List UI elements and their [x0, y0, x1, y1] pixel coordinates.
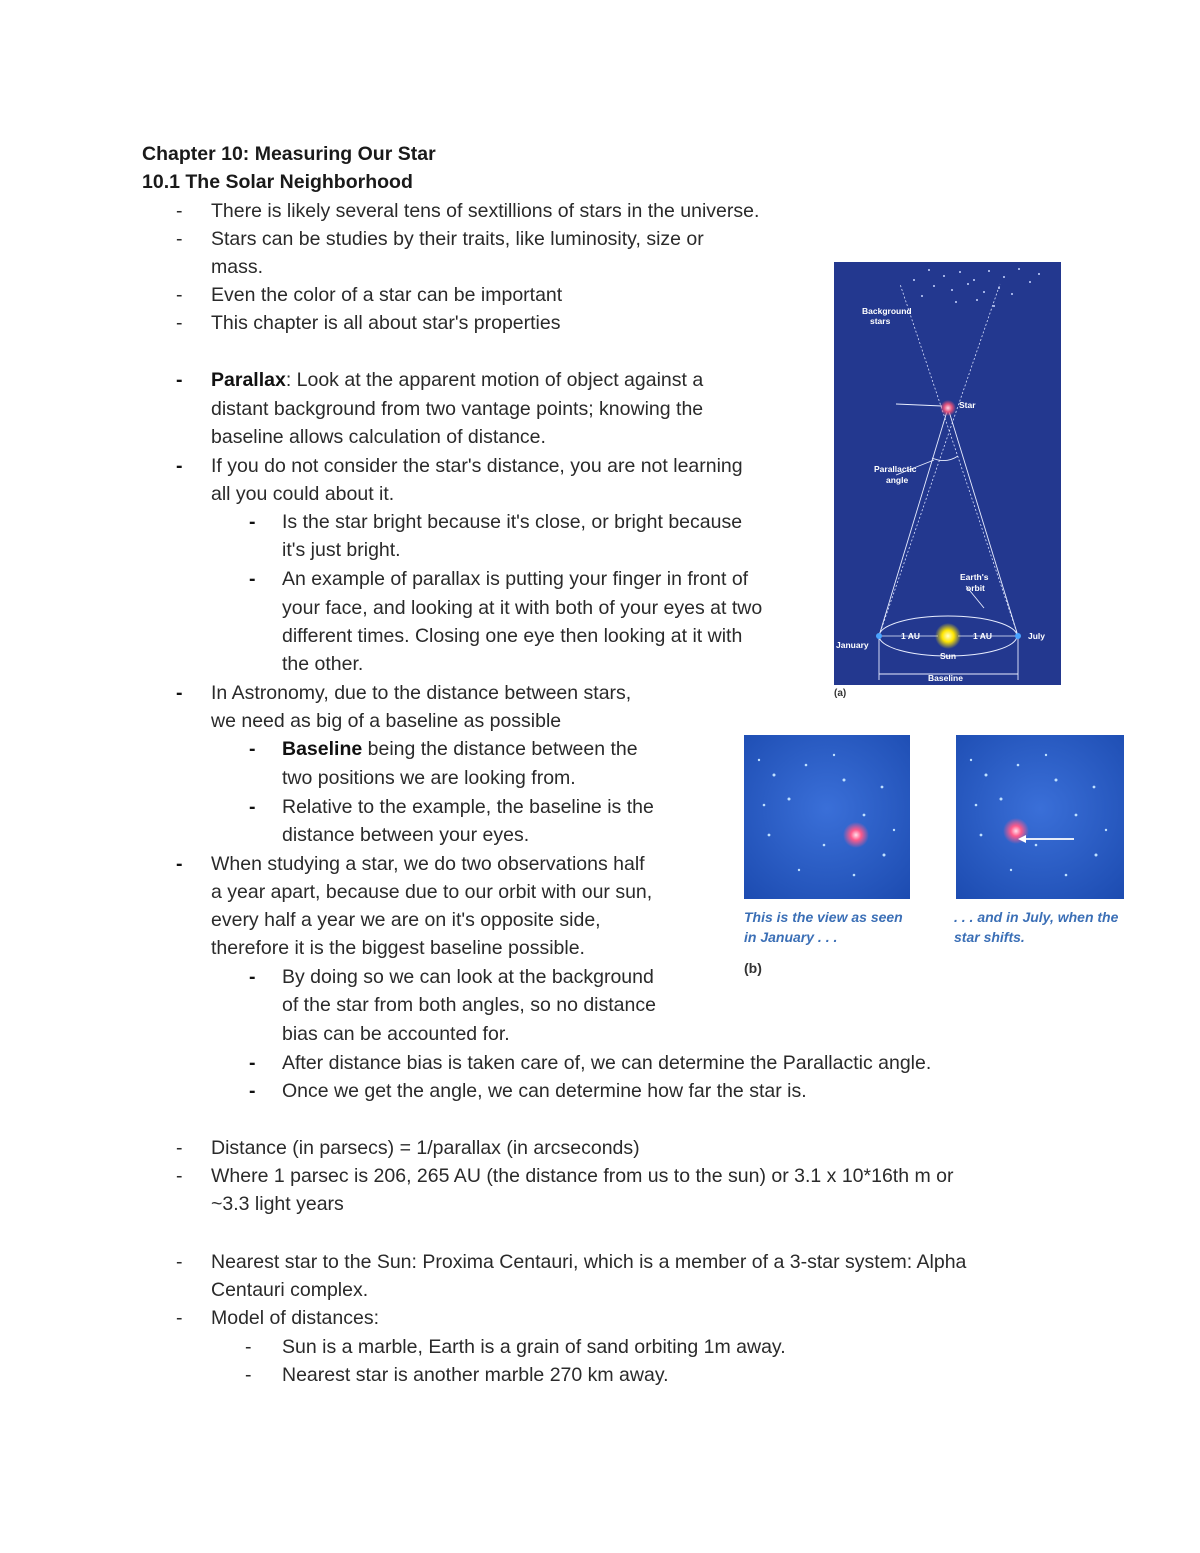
panel-label-a: (a) [834, 688, 847, 699]
sun-icon [935, 623, 961, 649]
text-line: your face, and looking at it with both of your eyes at two [282, 597, 763, 619]
bullet-dash: - [176, 455, 183, 477]
text-line: By doing so we can look at the background [282, 966, 654, 988]
text-line: Stars can be studies by their traits, like luminosity, size or [211, 228, 704, 250]
text-line: Relative to the example, the baseline is the [282, 796, 654, 818]
bullet-dash: - [249, 796, 256, 818]
text-line: it's just bright. [282, 539, 401, 561]
star-view-january [744, 735, 910, 899]
bullet-dash: - [176, 1165, 183, 1187]
caption-july-1: . . . and in July, when the [954, 909, 1119, 925]
bullet-dash: - [176, 1137, 183, 1159]
text-line: Nearest star is another marble 270 km away. [282, 1364, 669, 1386]
bullet-dash: - [176, 228, 183, 250]
text-line: Centauri complex. [211, 1279, 369, 1301]
label-earths-orbit-1: Earth's [960, 572, 989, 582]
text-line: distance between your eyes. [282, 824, 530, 846]
label-parallactic-angle-2: angle [886, 475, 909, 485]
star-view-july [956, 735, 1124, 899]
text-line: Distance (in parsecs) = 1/parallax (in arcseconds) [211, 1137, 640, 1159]
text-line: baseline allows calculation of distance. [211, 426, 546, 448]
label-parallactic-angle-1: Parallactic [874, 464, 917, 474]
caption-july-2: star shifts. [954, 929, 1025, 945]
text-line: a year apart, because due to our orbit with our sun, [211, 881, 653, 903]
bullet-dash: - [249, 738, 256, 760]
text-line: ~3.3 light years [211, 1193, 344, 1215]
bullet-dash: - [245, 1364, 252, 1386]
bullet-dash: - [249, 568, 256, 590]
bullet-dash: - [176, 369, 183, 391]
text-line: two positions we are looking from. [282, 767, 576, 789]
label-au-left: 1 AU [901, 631, 921, 641]
text-line [282, 735, 638, 763]
text-line: of the star from both angles, so no distance [282, 994, 656, 1016]
earth-january-icon [876, 633, 882, 639]
text-line: This chapter is all about star's properties [211, 312, 561, 334]
panel-label-b: (b) [744, 960, 762, 976]
text-line: the other. [282, 653, 364, 675]
star-view-january-svg [744, 735, 910, 899]
term-baseline: Baseline [282, 738, 363, 760]
target-star-icon [843, 822, 869, 848]
text-line: Even the color of a star can be important [211, 284, 563, 306]
star-field-background [744, 735, 910, 899]
caption-january-2: in January . . . [744, 929, 838, 945]
label-sun: Sun [940, 651, 957, 661]
label-background-stars-1: Background [862, 306, 912, 316]
bullet-dash: - [176, 284, 183, 306]
text-line: An example of parallax is putting your finger in front of [282, 568, 749, 590]
label-star: Star [959, 400, 976, 410]
star-field-background [956, 735, 1124, 899]
bullet-dash: - [245, 1336, 252, 1358]
star-icon [940, 400, 956, 416]
text-line: After distance bias is taken care of, we can determine the Parallactic angle. [282, 1052, 932, 1074]
bullet-dash: - [176, 1307, 183, 1329]
text-line: There is likely several tens of sextillions of stars in the universe. [211, 200, 760, 222]
bullet-dash: - [176, 1251, 183, 1273]
text-line: When studying a star, we do two observations half [211, 853, 645, 875]
bullet-dash: - [249, 1080, 256, 1102]
star-view-july-svg [956, 735, 1124, 899]
text-span: : Look at the apparent motion of object against a [285, 369, 704, 391]
text-line: all you could about it. [211, 483, 395, 505]
text-line: different times. Closing one eye then looking at it with [282, 625, 743, 647]
text-line: Once we get the angle, we can determine how far the star is. [282, 1080, 807, 1102]
text-line: Is the star bright because it's close, or bright because [282, 511, 743, 533]
bullet-dash: - [176, 312, 183, 334]
text-line: Model of distances: [211, 1307, 380, 1329]
bullet-dash: - [249, 511, 256, 533]
chapter-title: Chapter 10: Measuring Our Star [142, 143, 436, 165]
label-january: January [836, 640, 869, 650]
text-span: being the distance between the [362, 738, 638, 760]
caption-january-1: This is the view as seen [744, 909, 903, 925]
text-line: Sun is a marble, Earth is a grain of sand orbiting 1m away. [282, 1336, 786, 1358]
text-line: In Astronomy, due to the distance between stars, [211, 682, 632, 704]
text-line: every half a year we are on it's opposite side, [211, 909, 601, 931]
term-parallax: Parallax [211, 369, 286, 391]
text-line [211, 366, 703, 394]
text-line: bias can be accounted for. [282, 1023, 510, 1045]
text-line: mass. [211, 256, 264, 278]
earth-july-icon [1015, 633, 1021, 639]
label-au-right: 1 AU [973, 631, 993, 641]
parallax-diagram-svg [834, 262, 1061, 685]
label-background-stars-2: stars [870, 316, 891, 326]
text-line: therefore it is the biggest baseline possible. [211, 937, 585, 959]
parallax-diagram [834, 262, 1061, 685]
bullet-dash: - [249, 966, 256, 988]
section-title: 10.1 The Solar Neighborhood [142, 171, 413, 193]
label-july: July [1028, 631, 1046, 641]
bullet-dash: - [249, 1052, 256, 1074]
text-line: distant background from two vantage points; knowing the [211, 398, 704, 420]
bullet-dash: - [176, 853, 183, 875]
label-earths-orbit-2: orbit [966, 583, 985, 593]
bullet-dash: - [176, 200, 183, 222]
text-line: Nearest star to the Sun: Proxima Centauri, which is a member of a 3-star system: Alpha [211, 1251, 967, 1273]
diagram-background [834, 262, 1061, 685]
text-line: If you do not consider the star's distance, you are not learning [211, 455, 743, 477]
text-line: Where 1 parsec is 206, 265 AU (the distance from us to the sun) or 3.1 x 10*16th m or [211, 1165, 954, 1187]
text-line: we need as big of a baseline as possible [211, 710, 562, 732]
bullet-dash: - [176, 682, 183, 704]
label-baseline: Baseline [928, 673, 963, 683]
